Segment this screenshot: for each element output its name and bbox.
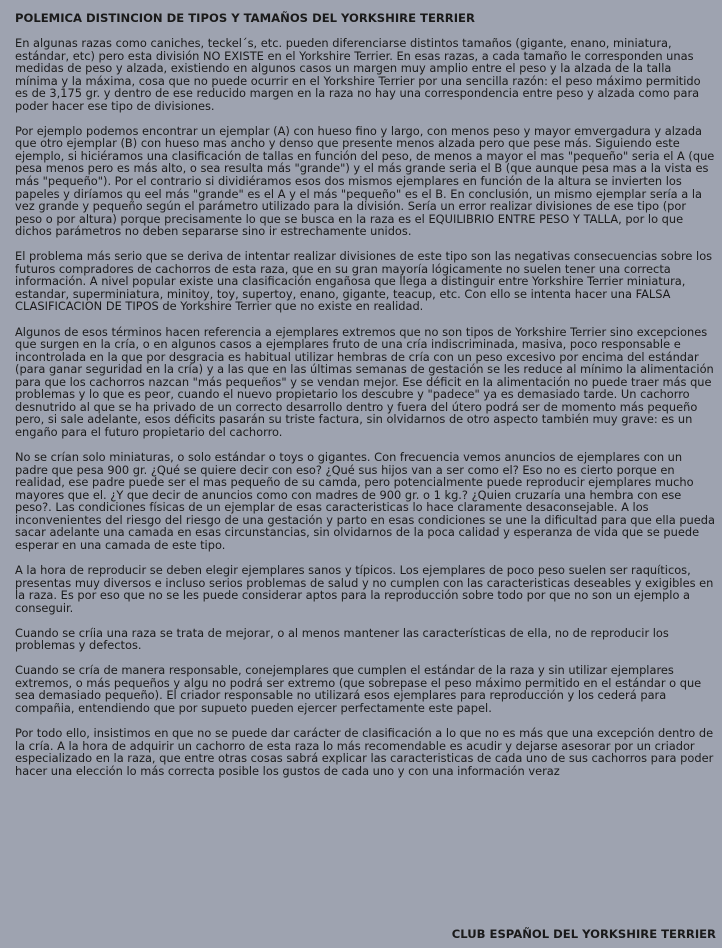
article-title: POLEMICA DISTINCION DE TIPOS Y TAMAÑOS DEL YORKSHIRE TERRIER	[15, 11, 475, 25]
paragraph-4: Algunos de esos términos hacen referencia a ejemplares extremos que no son tipos de Yorkshire Terrier sino excepciones que surgen en la cría, o en algunos casos a ejemplares fruto de una cría indiscriminada, masiva, poco responsable e incontrolada en la que por desgracia es habitual utilizar hembras de cría con un peso excesivo por encima del estándar (para ganar seguridad en la cría) y a las que en las últimas semanas de gestación se les reduce al mínimo la alimentación para que los cachorros nazcan "más pequeños" y se vendan mejor. Ese déficit en la alimentación no puede traer más que problemas y lo que es peor, cuando el nuevo propietario los descubre y "padece" ya es demasiado tarde. Un cachorro desnutrido al que se ha privado de un correcto desarrollo dentro y fuera del útero podrá ser de momento más pequeño pero, si sale adelante, esos déficits pasarán su triste factura, sin olvidarnos de otro aspecto también muy grave: es un engaño para el futuro propietario del cachorro.	[15, 324, 714, 439]
paragraph-3: El problema más serio que se deriva de intentar realizar divisiones de este tipo son las negativas consecuencias sobre los futuros compradores de cachorros de esta raza, que en su gran mayoría lógicamente no suelen tener una correcta información. A nivel popular existe una clasificación engañosa que llega a distinguir entre Yorkshire Terrier miniatura, estandar, superminiatura, minitoy, toy, supertoy, enano, gigante, teacup, etc. Con ello se intenta hacer una FALSA CLASIFICACION DE TIPOS de Yorkshire Terrier que no existe en realidad.	[15, 249, 713, 314]
article-signature: CLUB ESPAÑOL DEL YORKSHIRE TERRIER	[451, 927, 716, 941]
paragraph-9: Por todo ello, insistimos en que no se puede dar carácter de clasificación a lo que no es más que una excepción dentro de la cría. A la hora de adquirir un cachorro de esta raza lo más recomendable es acudir y dejarse asesorar por un criador especializado en la raza, que entre otras cosas sabrá explicar las caracteristicas de cada uno de sus cachorros para poder hacer una elección lo más correcta posible los gustos de cada uno y con una información veraz	[15, 726, 714, 778]
paragraph-5: No se crían solo miniaturas, o solo estándar o toys o gigantes. Con frecuencia vemos anuncios de ejemplares con un padre que pesa 900 gr. ¿Qué se quiere decir con eso? ¿Qué sus hijos van a ser como el? Eso no es cierto porque en realidad, ese padre puede ser el mas pequeño de su camda, pero potencialmente puede reproducir ejemplares mucho mayores que el. ¿Y que decir de anuncios como con madres de 900 gr. o 1 kg.? ¿Quien cruzaría una hembra con ese peso?. Las condiciones físicas de un ejemplar de esas caracteristicas lo hace claramente desaconsejable. A los inconvenientes del riesgo del riesgo de una gestación y parto en esas condiciones se une la dificultad para que ella pueda sacar adelante una camada en esas circunstancias, sin olvidarnos de la poca calidad y esperanza de vida que se puede esperar en una camada de este tipo.	[15, 450, 715, 552]
paragraph-6: A la hora de reproducir se deben elegir ejemplares sanos y típicos. Los ejemplares de poco peso suelen ser raquíticos, presentas muy diversos e incluso serios problemas de salud y no cumplen con las caracteristicas deseables y exigibles en la raza. Es por eso que no se les puede considerar aptos para la reproducción sobre todo por que no son un ejemplo a conseguir.	[15, 562, 714, 615]
paragraph-1: En algunas razas como caniches, teckel´s, etc. pueden diferenciarse distintos tamaños (gigante, enano, miniatura, estándar, etc) pero esta división NO EXISTE en el Yorkshire Terrier. En esas razas, a cada tamaño le corresponden unas medidas de peso y alzada, existiendo en algunos casos un margen muy amplio entre el peso y la alzada de la talla mínima y la máxima, cosa que no puede ocurrir en el Yorkshire Terrier por una sencilla razón: el peso máximo permitido es de 3,175 gr. y dentro de ese reducido margen en la raza no hay una correspondencia entre peso y alzada como para poder hacer ese tipo de divisiones.	[15, 36, 701, 113]
paragraph-2: Por ejemplo podemos encontrar un ejemplar (A) con hueso fino y largo, con menos peso y mayor emvergadura y alzada que otro ejemplar (B) con hueso mas ancho y denso que presente menos alzada pero que pese más. Siguiendo este ejemplo, si hiciéramos una clasificación de tallas en función del peso, de menos a mayor el mas "pequeño" seria el A (que pesa menos pero es más alto, o sea resulta más "grande") y el más grande seria el B (que aunque pesa mas a la vista es más "pequeño"). Por el contrario si dividiéramos esos dos mismos ejemplares en función de la altura se invierten los papeles y diríamos qu eel más "grande" es el A y el más "pequeño" es el B. En conclusión, un mismo ejemplar sería a la vez grande y pequeño según el parámetro utilizado para la división. Sería un error realizar divisiones de ese tipo (por peso o por altura) porque precisamente lo que se busca en la raza es el EQUILIBRIO ENTRE PESO Y TALLA, por lo que dichos parámetros no deben separarse sino ir estrechamente unidos.	[15, 123, 715, 239]
paragraph-7: Cuando se críia una raza se trata de mejorar, o al menos mantener las características de ella, no de reproducir los problemas y defectos.	[15, 625, 669, 653]
paragraph-8: Cuando se cría de manera responsable, conejemplares que cumplen el estándar de la raza y sin utilizar ejemplares extremos, o más pequeños y algu no podrá ser extremo (que sobrepase el peso máximo permitido en el estándar o que sea demasiado pequeño). El criador responsable no utilizará esos ejemplares para reproducción y los cederá para compañia, entendiendo que por supueto pueden ejercer perfectamente este papel.	[15, 663, 702, 715]
